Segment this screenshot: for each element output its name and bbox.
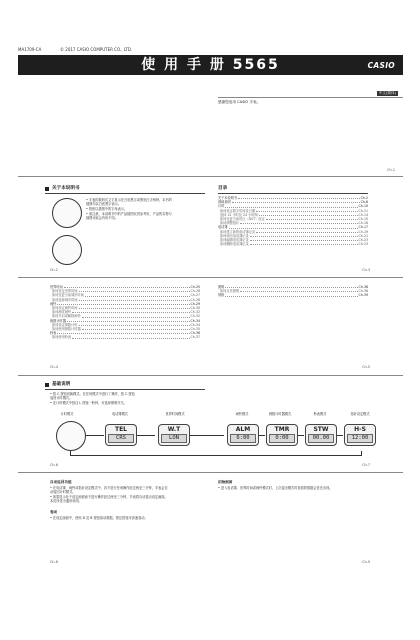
- toc-list: [218, 196, 368, 246]
- toc-page: Ch-10: [358, 204, 368, 209]
- about-bullet: 插图均以白底黑字表示。: [86, 202, 122, 206]
- arrow-right-icon: [137, 435, 155, 436]
- auto-return-bullet: • 如果显示处于设定画面而不进行操作经过两至三分钟，手表将自动退出设定画面。: [50, 495, 168, 499]
- lcd-top: TEL: [114, 426, 127, 433]
- toc-page: Ch-38: [358, 289, 368, 294]
- toc-label: 如何设定闹铃时间: [52, 306, 78, 311]
- toc-page: Ch-39: [358, 293, 368, 298]
- arrow-right-icon: [259, 435, 265, 436]
- auto-return-bullet: 动返回计时模式。: [50, 490, 76, 494]
- toc-label: 如何变更当前时区（DST）设定: [220, 217, 265, 222]
- page-number: Ch-2: [50, 268, 58, 272]
- lcd-display: [266, 424, 298, 446]
- section-rule: [45, 193, 205, 194]
- mode-label: 指针设定模式: [350, 412, 370, 416]
- arrow-right-icon: [86, 435, 104, 436]
- initial-screen-text: • 进入电话簿、世界时间或闹铃模式时，上次退出模式时查看的数据会首先出现。: [218, 486, 333, 490]
- lcd-top: W.T: [167, 426, 181, 433]
- toc-page: Ch-37: [190, 335, 200, 340]
- toc-label: 闹铃: [50, 301, 57, 306]
- toc-row[interactable]: [218, 242, 368, 246]
- mode-label: 计时模式: [60, 412, 74, 416]
- toc-page: Ch-34: [190, 322, 200, 327]
- auto-return-bullet: 本页所述为通用说明。: [50, 499, 82, 503]
- toc-label: 选择 12 小时及 24 小时制: [220, 212, 258, 217]
- lcd-display: [158, 424, 190, 446]
- toc-label: 如何使用秒表: [52, 335, 72, 340]
- lcd-bottom: LON: [161, 434, 187, 443]
- toc-page: Ch-29: [190, 301, 200, 306]
- toc-page: Ch-19: [358, 229, 368, 234]
- toc-label: 如何设定世界时间: [52, 289, 78, 294]
- lcd-bottom: 12:00: [347, 434, 373, 443]
- page-number: Ch-8: [50, 560, 58, 564]
- page-number: Ch-6: [50, 463, 58, 467]
- toc-page: Ch-27: [190, 293, 200, 298]
- watch-illustration-icon: [52, 198, 82, 228]
- arrow-right-icon: [190, 435, 224, 436]
- initial-screen-heading: 初始画面: [218, 480, 233, 484]
- language-chip: 中文(简体): [378, 91, 396, 95]
- basics-heading: 基础说明: [52, 382, 71, 387]
- toc-label: 世界时间: [50, 285, 63, 289]
- toc-page: Ch-15: [358, 217, 368, 222]
- basics-bullet: • 在计时模式中按住 L 按钮一秒钟，可选择照明开关。: [50, 401, 127, 405]
- page-number: Ch-4: [50, 365, 58, 369]
- page-number: Ch-9: [362, 560, 370, 564]
- toc-page: Ch-32: [190, 310, 200, 315]
- divider: [18, 277, 403, 278]
- toc-label: 如何设定数字时间及日期: [220, 208, 256, 213]
- toc-label: 关于本说明书: [218, 196, 238, 200]
- mode-label: 世界时间模式: [165, 412, 185, 416]
- auto-return-bullet: • 在电话簿、闹铃或指针设定模式中，若不进行任何操作经过两至三分钟，手表会自: [50, 486, 168, 490]
- about-bullet: • 按钮以插图中的字母表示。: [86, 207, 128, 211]
- toc-page: Ch-23: [358, 242, 368, 247]
- auto-return-heading: 自动返回功能: [50, 480, 72, 484]
- toc-page: Ch-14: [358, 212, 368, 217]
- lcd-top: ALM: [235, 426, 251, 433]
- mode-label: 闹铃模式: [235, 412, 249, 416]
- page-number: Ch-3: [362, 268, 370, 272]
- about-heading: 关于本说明书: [52, 186, 80, 191]
- arrow-right-icon: [337, 435, 343, 436]
- casio-logo: CASIO: [367, 61, 395, 70]
- lcd-display: [305, 424, 337, 446]
- toc-label: 计时: [218, 204, 225, 209]
- doc-code: MA1709-CA: [18, 47, 42, 52]
- toc-page: Ch-17: [358, 225, 368, 230]
- toc-list-continued: [50, 285, 200, 340]
- toc-label: 规格: [218, 293, 225, 298]
- toc-page: Ch-25: [190, 285, 200, 289]
- lcd-display: [227, 424, 259, 446]
- toc-row[interactable]: [218, 293, 368, 297]
- divider: [18, 176, 403, 177]
- title-band: [18, 55, 403, 75]
- toc-label: 如何调整指针: [220, 221, 240, 226]
- about-bullet: • 请注意，本说明书中的产品插图仅供参考用，产品的实物与: [86, 212, 172, 216]
- toc-label: 倒数计时器: [50, 318, 66, 323]
- about-bullet: 插图可能会有所不同。: [86, 216, 118, 220]
- copyright: © 2017 CASIO COMPUTER CO., LTD.: [60, 47, 133, 52]
- section-marker: [45, 383, 49, 387]
- lcd-bottom: 6:00: [230, 434, 256, 443]
- return-loop-arrow: [70, 451, 362, 456]
- section-rule: [45, 389, 205, 390]
- page-number: Ch-1: [387, 168, 395, 172]
- scroll-text: • 在设定画面中，使用 D 及 B 按钮卷动数据。按住按钮可高速卷动。: [50, 516, 148, 520]
- toc-page: Ch-21: [358, 233, 368, 238]
- toc-label: 如何点亮照明: [220, 289, 240, 294]
- toc-label: 秒表: [50, 331, 57, 336]
- toc-page: Ch-2: [360, 196, 368, 200]
- section-marker: [45, 187, 49, 191]
- toc-page: Ch-34: [190, 318, 200, 323]
- toc-page: Ch-32: [190, 314, 200, 319]
- section-rule: [218, 193, 368, 194]
- toc-page: Ch-35: [190, 327, 200, 332]
- toc-label: 如何使用倒数计时器: [52, 327, 81, 332]
- toc-label: 如何设定倒数计时: [52, 322, 78, 327]
- toc-page: Ch-30: [190, 306, 200, 311]
- toc-label: 基础说明: [218, 200, 231, 205]
- basics-bullet: 返回计时模式。: [50, 396, 73, 400]
- toc-page: Ch-16: [358, 221, 368, 226]
- toc-label: 如何删除电话簿记录: [220, 242, 249, 247]
- toc-label: 如何调出电话簿记录: [220, 233, 249, 238]
- toc-page: Ch-11: [358, 208, 368, 213]
- lcd-top: TMR: [274, 426, 290, 433]
- divider: [18, 472, 403, 473]
- lcd-top: STW: [313, 426, 329, 433]
- toc-label: 照明: [218, 285, 225, 289]
- toc-page: Ch-38: [358, 285, 368, 289]
- toc-label: 如何测试闹铃: [52, 310, 72, 315]
- arrow-right-icon: [298, 435, 304, 436]
- toc-label: 如何选择城市时间: [52, 297, 78, 302]
- page-title: 使 用 手 册 5565: [141, 57, 280, 73]
- mode-label: 倒数计时器模式: [268, 412, 292, 416]
- toc-label: 如何开启或解除闹铃: [52, 314, 81, 319]
- toc-label: 如何变更当前城市时间: [52, 293, 84, 298]
- toc-label: 电话簿: [218, 225, 228, 230]
- toc-row[interactable]: [50, 335, 200, 339]
- lcd-display: [344, 424, 376, 446]
- toc-label: 如何编辑电话簿记录: [220, 238, 249, 243]
- lcd-display: [105, 424, 137, 446]
- toc-page: Ch-36: [190, 331, 200, 336]
- page-number: Ch-5: [362, 365, 370, 369]
- mode-label: 秒表模式: [313, 412, 327, 416]
- mode-label: 电话簿模式: [112, 412, 128, 416]
- toc-heading: 目录: [218, 186, 228, 191]
- toc-label: 如何建立新的电话簿记录: [220, 229, 256, 234]
- lcd-bottom: 00.00: [308, 434, 334, 443]
- lcd-bottom: CRS: [108, 434, 134, 443]
- divider: [218, 97, 403, 98]
- toc-list-continued-right: [218, 285, 368, 298]
- thanks-text: 感谢您选用 CASIO 手表。: [218, 100, 261, 104]
- scroll-heading: 卷动: [50, 510, 58, 514]
- about-bullet: • 手表的数码式文字显示在白底黑字或黑底白字两种，本书的: [86, 198, 172, 202]
- toc-page: Ch-23: [358, 238, 368, 243]
- lcd-bottom: 0:00: [269, 434, 295, 443]
- toc-page: Ch-28: [190, 297, 200, 302]
- basics-bullet: • 按 C 按钮切换模式。在任何模式中进行了操作，按 C 按钮: [50, 392, 135, 396]
- lcd-top: H-S: [354, 426, 366, 433]
- toc-page: Ch-26: [190, 289, 200, 294]
- divider: [18, 375, 403, 376]
- page-number: Ch-7: [362, 463, 370, 467]
- toc-page: Ch-6: [360, 200, 368, 205]
- watch-illustration-icon: [52, 235, 82, 265]
- watch-face-icon: [56, 421, 86, 451]
